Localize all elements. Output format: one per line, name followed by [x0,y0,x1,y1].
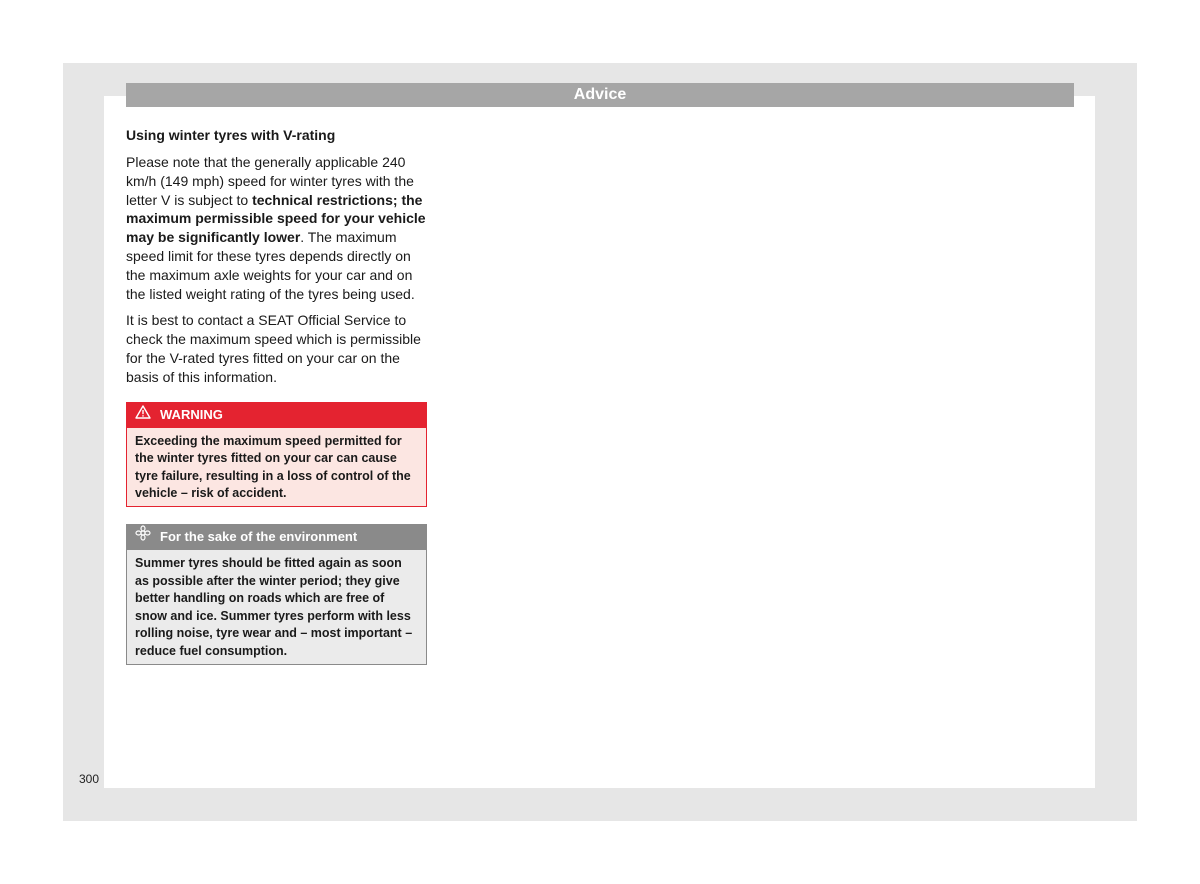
environment-box [126,524,427,665]
page-number: 300 [79,772,100,786]
warning-triangle-icon [134,402,152,428]
flower-icon [134,524,152,550]
environment-text: Summer tyres should be fitted again as soon as possible after the winter period; they give better handling on roads which are free of snow and ice. Summer tyres perform with less rolling noise, tyre wear and – most important – reduce fuel consumption. [126,550,427,665]
section-header-bar: Advice [126,83,1074,107]
paragraph-emphasis: technical restrictions; the maximum permissible speed for your vehicle may be significantly lower [126,191,426,246]
paragraph-contact-service: It is best to contact a SEAT Official Service to check the maximum speed which is permissible for the V-rated tyres fitted on your car on the basis of this information. [126,312,421,385]
paragraph-text-start: Please note that the generally applicable 240 km/h (149 mph) speed for winter tyres with the letter V is subject to [126,154,414,208]
warning-header [126,402,427,428]
paragraph-v-rating [126,153,427,303]
text-column [126,126,427,665]
warning-text: Exceeding the maximum speed permitted for the winter tyres fitted on your car can cause tyre failure, resulting in a loss of control of the vehicle – risk of accident. [126,428,427,507]
paragraph-text-end: . The maximum speed limit for these tyres depends directly on the maximum axle weights for your car and on the listed weight rating of the tyres being used. [126,229,415,302]
environment-header [126,524,427,550]
warning-title: WARNING [160,406,223,422]
section-title: Using winter tyres with V-rating [126,127,336,143]
warning-box [126,402,427,507]
environment-title: For the sake of the environment [160,528,358,544]
